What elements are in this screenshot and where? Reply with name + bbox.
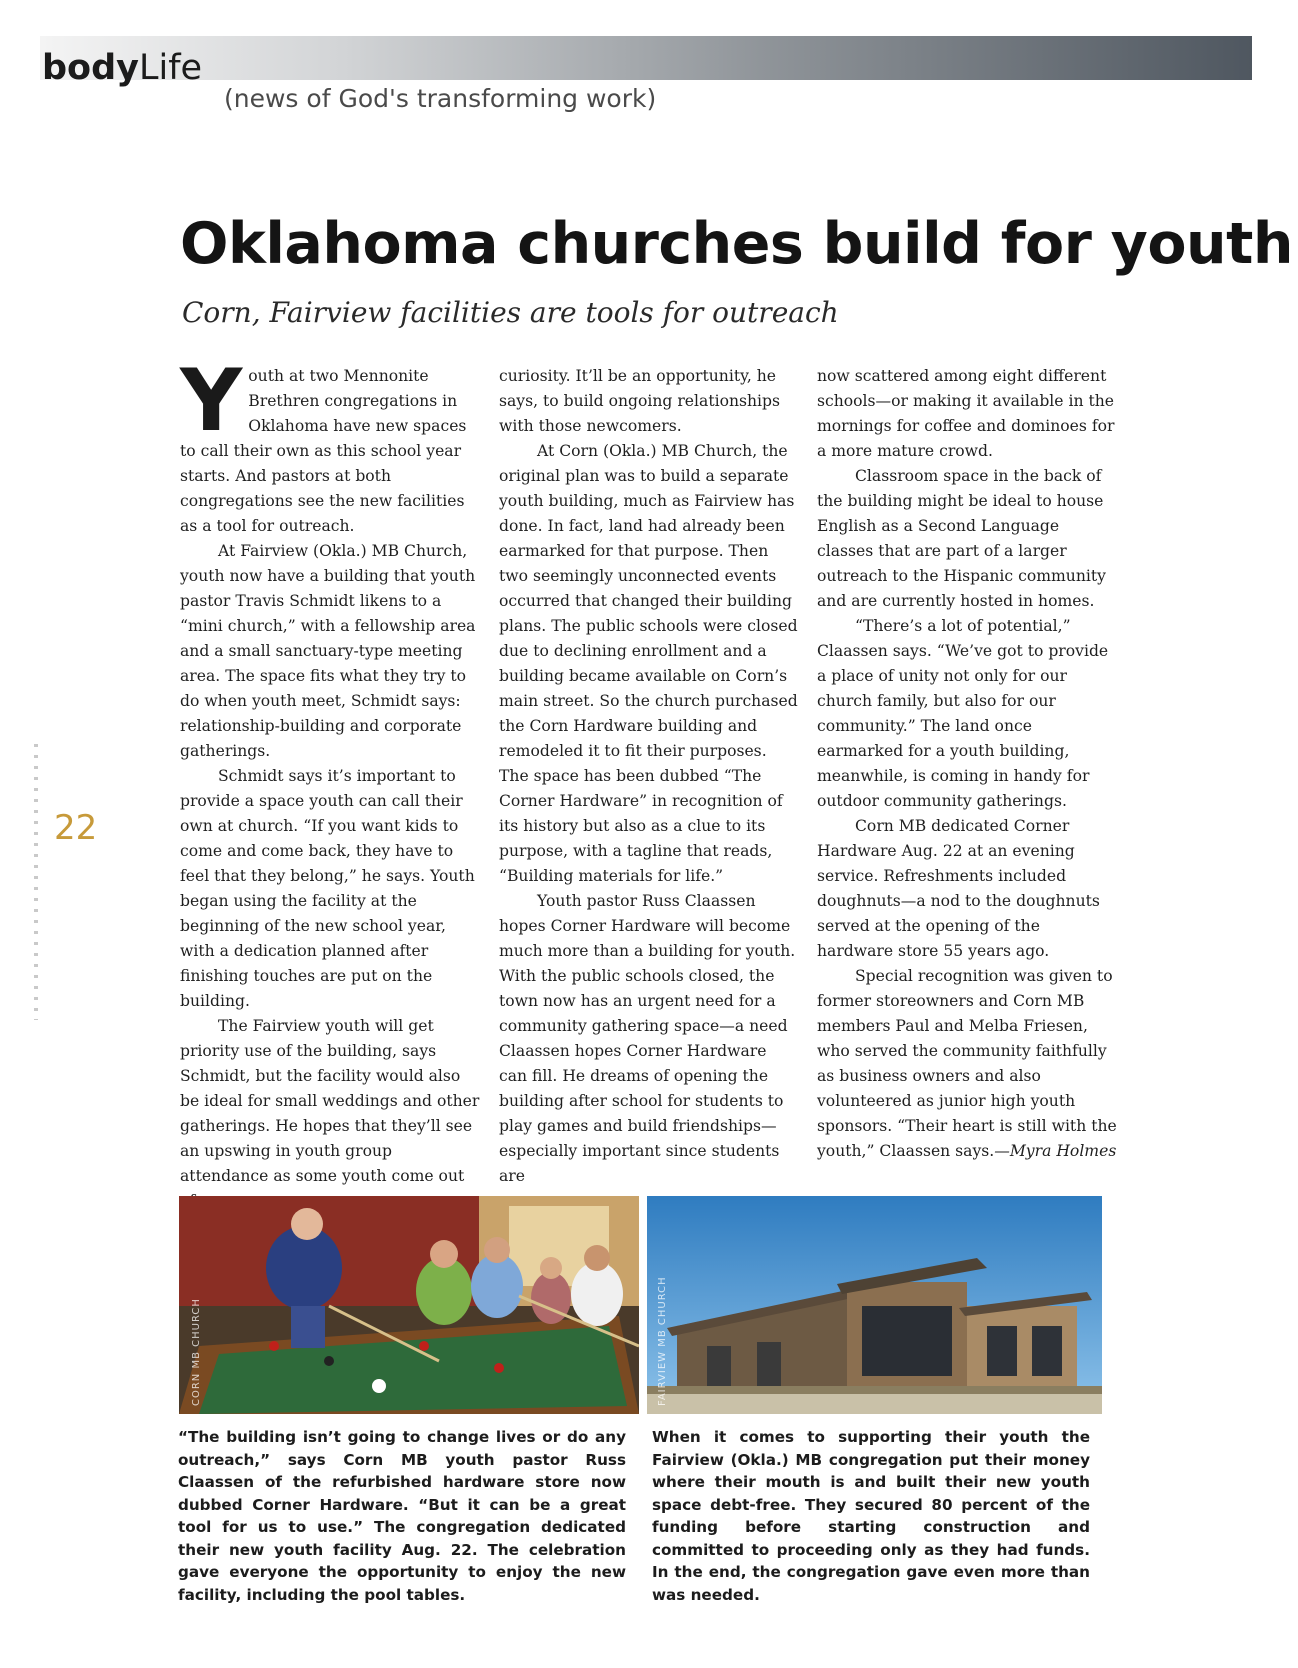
building-illustration (647, 1196, 1102, 1414)
photo-fairview-youth-building (647, 1196, 1102, 1414)
paragraph: “There’s a lot of potential,” Claassen says. “We’ve got to provide a place of unity not only for our church family, but also for our community.” The land once earmarked for a youth building, meanwhile, is coming in handy for outdoor community gatherings. (817, 617, 1109, 810)
paragraph: Classroom space in the back of the building might be ideal to house English as a Second Language classes that are part of a larger outreach to the Hispanic community and are currently hosted in homes. (817, 467, 1106, 610)
section-title-bold: body (42, 48, 139, 88)
side-decoration (34, 744, 38, 1020)
paragraph (817, 964, 1117, 1164)
section-title-light: Life (138, 48, 203, 88)
paragraph: Schmidt says it’s important to provide a space youth can call their own at church. “If you want kids to come and come back, they have to feel that they belong,” he says. Youth began using the facility at the beginning of the new school year, with a dedication planned after finishing touches are put on the building. (180, 767, 475, 1010)
article-headline: Oklahoma churches build for youth (180, 211, 1293, 277)
photo-credit-left: CORN MB CHURCH (191, 1298, 202, 1406)
section-subtitle: (news of God's transforming work) (224, 84, 657, 113)
photo-corn-hardware-pool-table (179, 1196, 639, 1414)
paragraph-text: Special recognition was given to former storeowners and Corn MB members Paul and Melba Friesen, who served the community faithfully as business owners and also volunteered as junior high youth sponsors. “Their heart is still with the youth,” Claassen says. (817, 967, 1117, 1160)
paragraph: curiosity. It’ll be an opportunity, he says, to build ongoing relationships with those newcomers. (499, 367, 781, 435)
article-deck: Corn, Fairview facilities are tools for outreach (182, 296, 839, 329)
section-title (42, 48, 202, 88)
pool-table-illustration (179, 1196, 639, 1414)
paragraph-text: outh at two Mennonite Brethren congregations in Oklahoma have new spaces to call their own as this school year starts. And pastors at both congregations see the new facilities as a tool for outreach. (180, 367, 467, 535)
drop-cap: Y (180, 351, 243, 451)
paragraph: At Fairview (Okla.) MB Church, youth now have a building that youth pastor Travis Schmidt likens to a “mini church,” with a fellowship area and a small sanctuary-type meeting area. The space fits what they try to do when youth meet, Schmidt says: relationship-building and corporate gatherings. (180, 542, 476, 760)
article-column-3 (817, 364, 1117, 1164)
paragraph (180, 351, 480, 539)
paragraph: Corn MB dedicated Corner Hardware Aug. 22 at an evening service. Refreshments included doughnuts—a nod to the doughnuts served at the opening of the hardware store 55 years ago. (817, 817, 1100, 960)
article-column-2 (499, 364, 799, 1189)
byline: —Myra Holmes (994, 1142, 1117, 1160)
page-number: 22 (54, 808, 98, 848)
photo-credit-right: FAIRVIEW MB CHURCH (657, 1276, 668, 1406)
photo-caption-left: “The building isn’t going to change lives or do any outreach,” says Corn MB youth pastor Russ Claassen of the refurbished hardware store now dubbed Corner Hardware. “But it can be a great tool for us to use.” The congregation dedicated their new youth facility Aug. 22. The celebration gave everyone the opportunity to enjoy the new facility, including the pool tables. (178, 1428, 626, 1604)
paragraph: now scattered among eight different schools—or making it available in the mornings for coffee and dominoes for a more mature crowd. (817, 367, 1115, 460)
article-column-1 (180, 351, 480, 1214)
paragraph: At Corn (Okla.) MB Church, the original plan was to build a separate youth building, much as Fairview has done. In fact, land had already been earmarked for that purpose. Then two seemingly unconnected events occurred that changed their building plans. The public schools were closed due to declining enrollment and a building became available on Corn’s main street. So the church purchased the Corn Hardware building and remodeled it to fit their purposes. The space has been dubbed “The Corner Hardware” in recognition of its history but also as a clue to its purpose, with a tagline that reads, “Building materials for life.” (499, 442, 798, 885)
paragraph: Youth pastor Russ Claassen hopes Corner Hardware will become much more than a building for youth. With the public schools closed, the town now has an urgent need for a community gathering space—a need Claassen hopes Corner Hardware can fill. He dreams of opening the building after school for students to play games and build friendships—especially important since students are (499, 892, 796, 1185)
section-header-bar (40, 36, 1252, 80)
photo-caption-right: When it comes to supporting their youth the Fairview (Okla.) MB congregation put their money where their mouth is and built their new youth space debt-free. They secured 80 percent of the funding before starting construction and committed to proceeding only as they had funds. In the end, the congregation gave even more than was needed. (652, 1428, 1090, 1604)
paragraph: The Fairview youth will get priority use of the building, says Schmidt, but the facility would also be ideal for small weddings and other gatherings. He hopes that they’ll see an upswing in youth group attendance as some youth come out (180, 1017, 480, 1185)
